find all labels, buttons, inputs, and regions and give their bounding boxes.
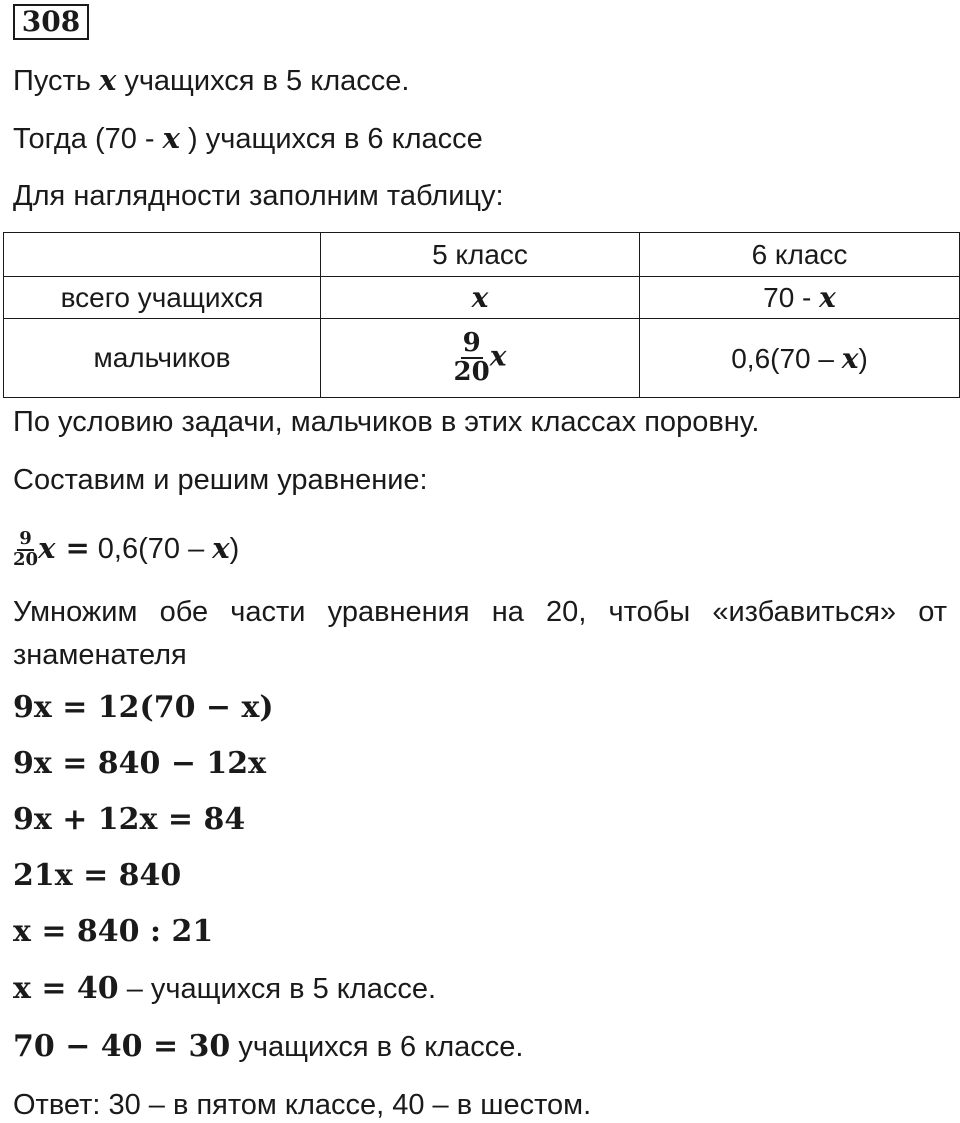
variable-x: x: [212, 531, 230, 565]
variable-x: x: [819, 281, 836, 314]
fraction: [13, 530, 38, 570]
text: ): [229, 533, 240, 565]
header-cell-class5: 5 класс: [321, 233, 640, 277]
compose-line: Составим и решим уравнение:: [13, 464, 428, 496]
table-row-total: [4, 277, 960, 319]
variable-x: x: [98, 63, 117, 97]
multiply-line-cont: знаменателя: [13, 639, 187, 671]
step-equation-5: x = 840 : 21: [13, 914, 214, 949]
intro-line-3: Для наглядности заполним таблицу:: [13, 180, 504, 212]
cell-total-class5: [321, 277, 640, 319]
row-label-total: всего учащихся: [4, 277, 321, 319]
text: Тогда (70 -: [13, 123, 163, 155]
step-equation-3: 9x + 12x = 84: [13, 802, 246, 837]
row-label-boys: мальчиков: [4, 319, 321, 398]
result-equation: 70 − 40 = 30: [13, 1029, 231, 1064]
step-equation-1: 9x = 12(70 − x): [13, 690, 274, 725]
result-line-2: [13, 1029, 523, 1065]
variable-x: x: [162, 121, 180, 155]
intro-line-2: [13, 120, 483, 157]
table-row-boys: [4, 319, 960, 398]
equation-line: [13, 520, 239, 577]
intro-line-1: [13, 62, 409, 99]
answer-line: Ответ: 30 – в пятом классе, 40 – в шестом.: [13, 1089, 592, 1121]
step-equation-2: 9x = 840 − 12x: [13, 746, 267, 781]
variable-x: x: [841, 341, 859, 375]
fraction-numerator: 9: [462, 327, 481, 358]
text: – учащихся в 5 классе.: [118, 973, 437, 1005]
text: учащихся в 5 классе.: [116, 65, 410, 97]
fraction-denominator: 20: [453, 357, 490, 387]
fraction-numerator: 9: [19, 528, 32, 550]
step-equation-4: 21x = 840: [13, 858, 182, 893]
header-cell-class6: 6 класс: [640, 233, 960, 277]
text: ) учащихся в 6 классе: [179, 123, 483, 155]
text: 70 -: [763, 282, 820, 313]
cell-total-class6: [640, 277, 960, 319]
text: 0,6(70 –: [89, 533, 213, 565]
variable-x: x: [471, 281, 489, 314]
result-equation: x = 40: [13, 971, 119, 1006]
table-header-row: [4, 233, 960, 277]
result-line-1: [13, 971, 436, 1007]
fraction: [453, 327, 490, 387]
condition-line: По условию задачи, мальчиков в этих классах поровну.: [13, 406, 760, 438]
text: Пусть: [13, 65, 99, 97]
variable-x: x: [489, 339, 507, 373]
cell-boys-class5: [321, 319, 640, 398]
equation-lhs: x =: [38, 531, 90, 565]
text: ): [858, 342, 868, 374]
header-cell-empty: [4, 233, 321, 277]
multiply-line: Умножим обе части уравнения на 20, чтобы «избавиться» от: [13, 596, 947, 628]
cell-boys-class6: [640, 319, 960, 398]
data-table: [3, 232, 960, 398]
text: 0,6(70 –: [731, 342, 842, 374]
problem-number: 308: [13, 4, 89, 40]
fraction-denominator: 20: [13, 549, 39, 571]
text: учащихся в 6 классе.: [230, 1031, 524, 1063]
